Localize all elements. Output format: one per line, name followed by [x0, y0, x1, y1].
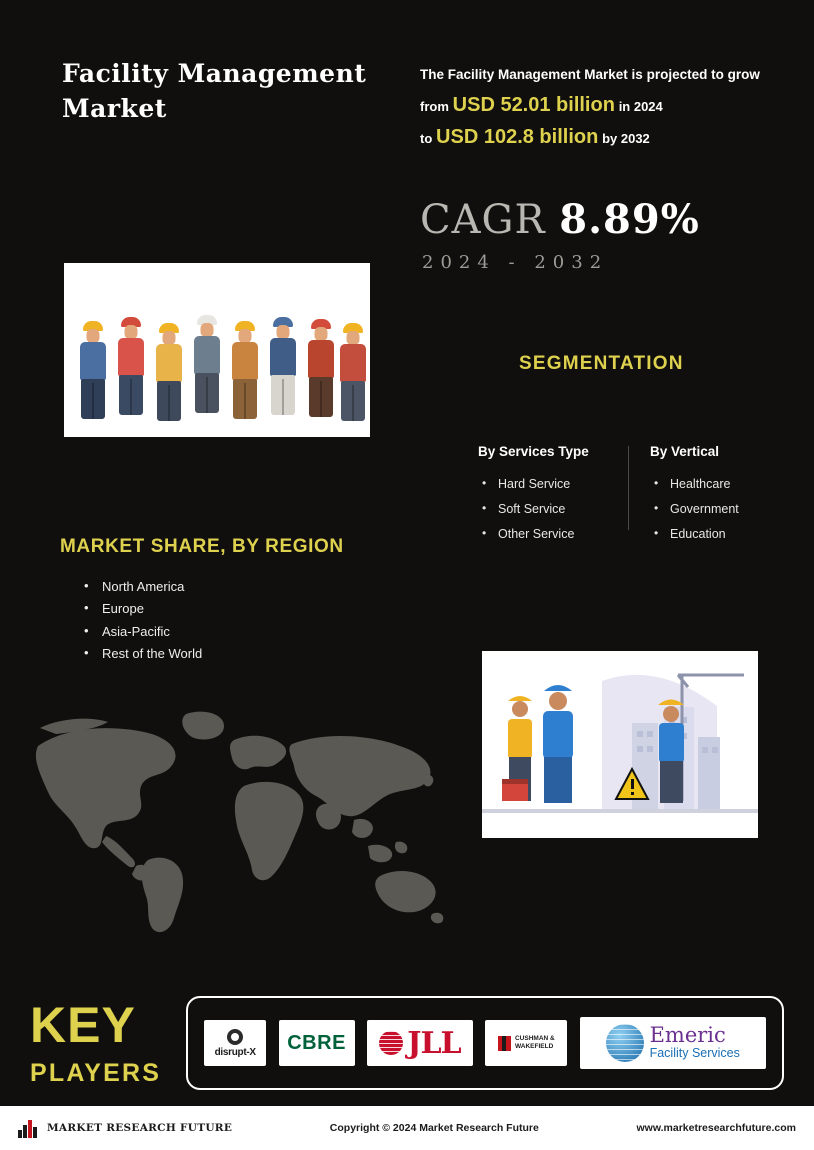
logo-jll[interactable] [367, 1020, 473, 1066]
logo-label-wrap [379, 1026, 460, 1061]
market-share-list [72, 576, 202, 666]
copyright-text: Copyright © 2024 Market Research Future [329, 1122, 539, 1134]
footer-bar [0, 1106, 814, 1150]
segmentation-column-heading: By Services Type [478, 444, 589, 459]
logo-label: JLL [407, 1025, 461, 1061]
to-year: by 2032 [602, 131, 650, 146]
segmentation-list-services [478, 472, 628, 547]
segmentation-column-heading: By Vertical [650, 444, 720, 459]
site-illustration-svg [482, 651, 758, 838]
globe-icon [606, 1024, 644, 1062]
cagr-label: CAGR [420, 197, 546, 243]
from-value: USD 52.01 billion [452, 94, 615, 116]
facility-workers-illustration [64, 263, 370, 437]
logo-label: disrupt-X [214, 1046, 256, 1058]
logo-cushman-wakefield[interactable] [485, 1020, 567, 1066]
logo-label-line1: Emeric [649, 1023, 726, 1047]
bar-chart-icon [18, 1118, 40, 1138]
key-players-logos [186, 996, 784, 1090]
to-label: to [420, 131, 433, 146]
logo-emeric-facility-services[interactable] [580, 1017, 766, 1069]
headline-line1: The Facility Management Market is projected to grow [420, 67, 760, 82]
segmentation-column-vertical [628, 444, 778, 547]
world-map-svg [28, 700, 458, 940]
logo-label-wrap [498, 1035, 555, 1051]
list-item: • Asia-Pacific [72, 621, 202, 643]
key-players-line1: KEY [30, 997, 136, 1053]
list-item: • Europe [72, 598, 202, 620]
key-players-line2: PLAYERS [30, 1059, 162, 1087]
logo-label-lines [515, 1035, 555, 1051]
disrupt-x-mark-icon [227, 1029, 243, 1045]
logo-disrupt-x[interactable] [204, 1020, 266, 1066]
list-item: • Healthcare [650, 472, 778, 497]
segmentation-columns [478, 444, 778, 547]
headline-from-line [420, 90, 790, 122]
world-map [28, 700, 458, 940]
page-title: Facility Management Market [62, 59, 367, 123]
to-value: USD 102.8 billion [436, 126, 599, 148]
segmentation-column-services [478, 444, 628, 547]
cushman-mark-icon [498, 1036, 511, 1051]
logo-label-line1: CUSHMAN & [514, 1035, 555, 1042]
segmentation-list-vertical [650, 472, 778, 547]
list-item: • Government [650, 497, 778, 522]
from-label: from [420, 99, 449, 114]
cagr-years: 2024 - 2032 [422, 252, 609, 273]
logo-label-line2: WAKEFIELD [514, 1043, 554, 1050]
list-item: • Soft Service [478, 497, 628, 522]
segmentation-heading: SEGMENTATION [519, 353, 684, 374]
brand-name: MARKET RESEARCH FUTURE [47, 1122, 233, 1134]
headline-to-line [420, 122, 790, 154]
globe-icon [379, 1031, 403, 1055]
market-share-heading: MARKET SHARE, BY REGION [60, 536, 344, 557]
headline-block [420, 60, 790, 154]
list-item: • Rest of the World [72, 643, 202, 665]
list-item: • Hard Service [478, 472, 628, 497]
logo-label: CBRE [287, 1031, 346, 1054]
cagr-value: 8.89% [559, 196, 700, 243]
list-item: • North America [72, 576, 202, 598]
logo-label-line2: Facility Services [649, 1046, 740, 1060]
cagr-block [420, 196, 700, 243]
logo-label-lines [650, 1025, 740, 1061]
key-players-heading [30, 997, 162, 1087]
construction-site-illustration [482, 651, 758, 838]
logo-label-wrap [580, 1017, 766, 1069]
brand-logo[interactable] [18, 1118, 232, 1138]
logo-cbre[interactable] [279, 1020, 355, 1066]
list-item: • Other Service [478, 522, 628, 547]
from-year: in 2024 [618, 99, 663, 114]
website-link[interactable]: www.marketresearchfuture.com [636, 1122, 796, 1134]
list-item: • Education [650, 522, 778, 547]
